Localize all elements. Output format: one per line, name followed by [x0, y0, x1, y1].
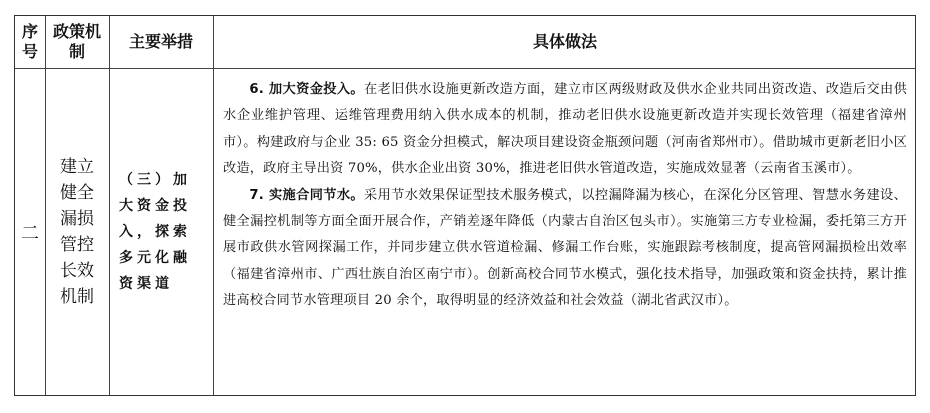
- row-mechanism-value: 建立健全漏损管控长效机制: [60, 156, 94, 307]
- header-practice-label: 具体做法: [532, 32, 597, 51]
- row-index-value: 二: [21, 222, 39, 244]
- row-measure-value: （三）加大资金投入，探索多元化融资渠道: [119, 171, 191, 292]
- row-mechanism: [45, 68, 109, 395]
- practice-paragraph: [223, 183, 907, 315]
- header-mechanism: [45, 16, 109, 68]
- header-practice: [213, 16, 917, 68]
- row-index: [15, 68, 45, 395]
- practice-paragraph: [223, 77, 907, 183]
- header-mechanism-label: 政策机制: [53, 22, 102, 61]
- header-index-label: 序号: [21, 22, 38, 61]
- row-practice: [213, 69, 917, 315]
- practice-paragraph-text: 在老旧供水设施更新改造方面，建立市区两级财政及供水企业共同出资改造、改造后交由供水企业维护管理、运维管理费用纳入供水成本的机制，推动老旧供水设施更新改造并实现长效管理（福建省漳州市）。构建政府与企业 35: 65 资金分担模式，解决项目建设资金瓶颈问题（河南省郑州市）。借助城市更新老旧小区改造，政府主导出资 70%，供水企业出资 30%，推进老旧供水管道改造，实施成效显著（云南省玉溪市）。: [223, 82, 907, 177]
- header-measure: [109, 16, 213, 68]
- policy-table: [14, 15, 916, 396]
- practice-paragraph-lead: 6. 加大资金投入。: [249, 82, 365, 97]
- practice-paragraph-text: 采用节水效果保证型技术服务模式，以控漏降漏为核心，在深化分区管理、智慧水务建设、健全漏控机制等方面全面开展合作，产销差逐年降低（内蒙古自治区包头市）。实施第三方专业检漏，委托第三方开展市政供水管网探漏工作，并同步建立供水管道检漏、修漏工作台账，实施跟踪考核制度，提高管网漏损检出效率（福建省漳州市、广西壮族自治区南宁市）。创新高校合同节水模式，强化技术指导，加强政策和资金扶持，累计推进高校合同节水管理项目 20 余个，取得明显的经济效益和社会效益（湖北省武汉市）。: [223, 187, 907, 309]
- row-measure: [109, 68, 213, 395]
- header-measure-label: 主要举措: [128, 32, 193, 51]
- header-index: [15, 16, 45, 68]
- practice-paragraph-lead: 7. 实施合同节水。: [249, 187, 365, 203]
